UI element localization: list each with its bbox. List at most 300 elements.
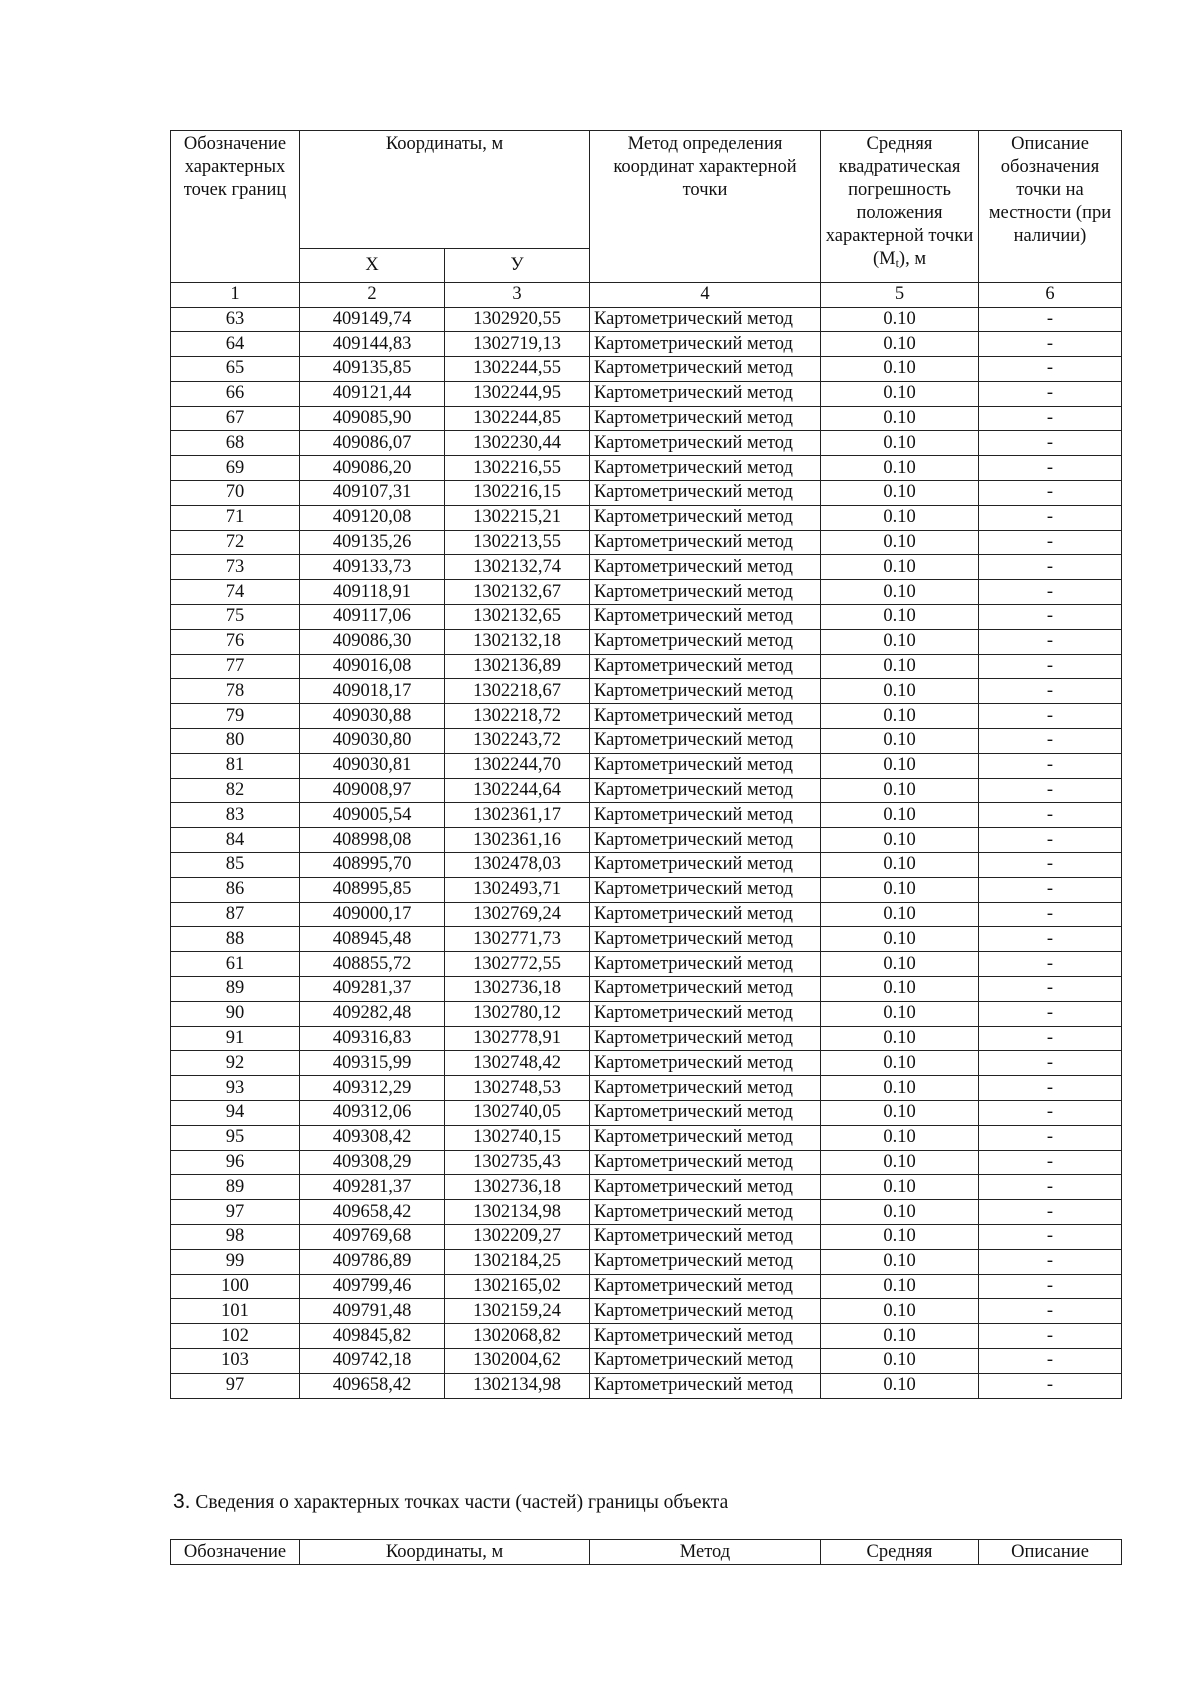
cell-x: 409316,83 <box>300 1026 445 1051</box>
cell-point-id: 94 <box>171 1101 300 1126</box>
cell-point-id: 75 <box>171 605 300 630</box>
cell-point-id: 100 <box>171 1274 300 1299</box>
column-number: 5 <box>821 283 979 308</box>
cell-mean-square-error: 0.10 <box>821 1249 979 1274</box>
cell-x: 408998,08 <box>300 828 445 853</box>
cell-description: - <box>979 803 1122 828</box>
header-coordinates: Координаты, м <box>300 1540 590 1565</box>
cell-description: - <box>979 381 1122 406</box>
cell-x: 409117,06 <box>300 605 445 630</box>
cell-description: - <box>979 307 1122 332</box>
cell-method: Картометрический метод <box>590 927 821 952</box>
cell-method: Картометрический метод <box>590 307 821 332</box>
cell-description: - <box>979 753 1122 778</box>
cell-y: 1302230,44 <box>445 431 590 456</box>
table-body <box>171 307 1122 1398</box>
cell-method: Картометрический метод <box>590 1175 821 1200</box>
cell-y: 1302771,73 <box>445 927 590 952</box>
cell-description: - <box>979 1051 1122 1076</box>
cell-y: 1302213,55 <box>445 530 590 555</box>
cell-y: 1302740,15 <box>445 1125 590 1150</box>
cell-point-id: 89 <box>171 1175 300 1200</box>
section-heading <box>173 1490 728 1514</box>
cell-y: 1302244,85 <box>445 406 590 431</box>
cell-description: - <box>979 1299 1122 1324</box>
cell-point-id: 97 <box>171 1200 300 1225</box>
cell-x: 409135,85 <box>300 357 445 382</box>
cell-mean-square-error: 0.10 <box>821 1051 979 1076</box>
cell-method: Картометрический метод <box>590 1026 821 1051</box>
cell-point-id: 92 <box>171 1051 300 1076</box>
cell-x: 409030,81 <box>300 753 445 778</box>
cell-y: 1302209,27 <box>445 1224 590 1249</box>
cell-method: Картометрический метод <box>590 431 821 456</box>
table-row <box>171 952 1122 977</box>
cell-point-id: 95 <box>171 1125 300 1150</box>
cell-mean-square-error: 0.10 <box>821 902 979 927</box>
column-number: 3 <box>445 283 590 308</box>
table-row <box>171 853 1122 878</box>
cell-y: 1302136,89 <box>445 654 590 679</box>
cell-y: 1302735,43 <box>445 1150 590 1175</box>
cell-y: 1302736,18 <box>445 977 590 1002</box>
cell-description: - <box>979 828 1122 853</box>
cell-method: Картометрический метод <box>590 1051 821 1076</box>
cell-point-id: 88 <box>171 927 300 952</box>
cell-mean-square-error: 0.10 <box>821 1101 979 1126</box>
cell-point-id: 79 <box>171 704 300 729</box>
cell-x: 409312,06 <box>300 1101 445 1126</box>
table-row <box>171 431 1122 456</box>
header-description: Описание обозначения точки на местности (при наличии) <box>979 131 1122 283</box>
cell-point-id: 101 <box>171 1299 300 1324</box>
cell-mean-square-error: 0.10 <box>821 530 979 555</box>
cell-description: - <box>979 704 1122 729</box>
table-row <box>171 1348 1122 1373</box>
cell-method: Картометрический метод <box>590 1249 821 1274</box>
header-x: X <box>300 249 445 283</box>
cell-description: - <box>979 555 1122 580</box>
cell-method: Картометрический метод <box>590 580 821 605</box>
table-row <box>171 778 1122 803</box>
cell-description: - <box>979 406 1122 431</box>
cell-x: 409281,37 <box>300 977 445 1002</box>
cell-method: Картометрический метод <box>590 629 821 654</box>
cell-method: Картометрический метод <box>590 679 821 704</box>
cell-method: Картометрический метод <box>590 406 821 431</box>
cell-mean-square-error: 0.10 <box>821 654 979 679</box>
cell-mean-square-error: 0.10 <box>821 828 979 853</box>
cell-x: 409769,68 <box>300 1224 445 1249</box>
table-row <box>171 1001 1122 1026</box>
cell-method: Картометрический метод <box>590 357 821 382</box>
cell-mean-square-error: 0.10 <box>821 381 979 406</box>
table-row <box>171 977 1122 1002</box>
cell-method: Картометрический метод <box>590 481 821 506</box>
cell-description: - <box>979 1373 1122 1398</box>
cell-description: - <box>979 357 1122 382</box>
cell-point-id: 74 <box>171 580 300 605</box>
table-row <box>171 580 1122 605</box>
cell-method: Картометрический метод <box>590 977 821 1002</box>
cell-description: - <box>979 679 1122 704</box>
cell-y: 1302780,12 <box>445 1001 590 1026</box>
cell-x: 409308,29 <box>300 1150 445 1175</box>
cell-description: - <box>979 1001 1122 1026</box>
cell-x: 408995,85 <box>300 877 445 902</box>
cell-point-id: 78 <box>171 679 300 704</box>
cell-method: Картометрический метод <box>590 1373 821 1398</box>
cell-mean-square-error: 0.10 <box>821 952 979 977</box>
table-row <box>171 1249 1122 1274</box>
cell-point-id: 68 <box>171 431 300 456</box>
cell-description: - <box>979 1224 1122 1249</box>
header-error-subscript: t <box>895 256 899 270</box>
cell-method: Картометрический метод <box>590 1348 821 1373</box>
cell-description: - <box>979 977 1122 1002</box>
cell-method: Картометрический метод <box>590 505 821 530</box>
cell-x: 409000,17 <box>300 902 445 927</box>
cell-method: Картометрический метод <box>590 1274 821 1299</box>
cell-mean-square-error: 0.10 <box>821 1299 979 1324</box>
cell-y: 1302068,82 <box>445 1324 590 1349</box>
table-row <box>171 381 1122 406</box>
table-row <box>171 530 1122 555</box>
section-number: 3. <box>173 1490 191 1513</box>
part-boundary-points-table <box>170 1539 1122 1565</box>
cell-mean-square-error: 0.10 <box>821 803 979 828</box>
cell-mean-square-error: 0.10 <box>821 1175 979 1200</box>
cell-method: Картометрический метод <box>590 902 821 927</box>
cell-point-id: 72 <box>171 530 300 555</box>
cell-mean-square-error: 0.10 <box>821 332 979 357</box>
cell-method: Картометрический метод <box>590 1324 821 1349</box>
cell-x: 409658,42 <box>300 1373 445 1398</box>
cell-x: 409315,99 <box>300 1051 445 1076</box>
cell-x: 409312,29 <box>300 1076 445 1101</box>
cell-y: 1302216,55 <box>445 456 590 481</box>
table-row <box>171 1150 1122 1175</box>
cell-x: 409085,90 <box>300 406 445 431</box>
cell-method: Картометрический метод <box>590 1299 821 1324</box>
header-mean-square-error: Средняя квадратическая погрешность положения характерной точки $(M_t)$, м <box>821 131 979 283</box>
cell-description: - <box>979 456 1122 481</box>
cell-point-id: 89 <box>171 977 300 1002</box>
table-row <box>171 1200 1122 1225</box>
cell-x: 409030,80 <box>300 729 445 754</box>
cell-point-id: 90 <box>171 1001 300 1026</box>
cell-description: - <box>979 629 1122 654</box>
cell-mean-square-error: 0.10 <box>821 679 979 704</box>
cell-mean-square-error: 0.10 <box>821 778 979 803</box>
table-row <box>171 307 1122 332</box>
cell-method: Картометрический метод <box>590 332 821 357</box>
cell-y: 1302493,71 <box>445 877 590 902</box>
table-row <box>171 654 1122 679</box>
header-description: Описание <box>979 1540 1122 1565</box>
cell-description: - <box>979 431 1122 456</box>
cell-method: Картометрический метод <box>590 828 821 853</box>
cell-point-id: 96 <box>171 1150 300 1175</box>
column-number: 6 <box>979 283 1122 308</box>
cell-x: 409018,17 <box>300 679 445 704</box>
cell-y: 1302184,25 <box>445 1249 590 1274</box>
table-row <box>171 679 1122 704</box>
cell-x: 408855,72 <box>300 952 445 977</box>
table-row <box>171 927 1122 952</box>
cell-x: 409120,08 <box>300 505 445 530</box>
cell-mean-square-error: 0.10 <box>821 1224 979 1249</box>
cell-y: 1302244,64 <box>445 778 590 803</box>
cell-point-id: 86 <box>171 877 300 902</box>
section-title: Сведения о характерных точках части (частей) границы объекта <box>195 1492 729 1513</box>
column-numbers-row <box>171 283 1122 308</box>
cell-x: 409786,89 <box>300 1249 445 1274</box>
cell-mean-square-error: 0.10 <box>821 1274 979 1299</box>
cell-mean-square-error: 0.10 <box>821 406 979 431</box>
cell-description: - <box>979 927 1122 952</box>
cell-x: 409030,88 <box>300 704 445 729</box>
cell-mean-square-error: 0.10 <box>821 977 979 1002</box>
cell-point-id: 67 <box>171 406 300 431</box>
cell-method: Картометрический метод <box>590 1150 821 1175</box>
table-row <box>171 1175 1122 1200</box>
cell-y: 1302215,21 <box>445 505 590 530</box>
cell-x: 409005,54 <box>300 803 445 828</box>
cell-description: - <box>979 1026 1122 1051</box>
cell-y: 1302748,42 <box>445 1051 590 1076</box>
cell-description: - <box>979 877 1122 902</box>
cell-y: 1302132,18 <box>445 629 590 654</box>
cell-y: 1302740,05 <box>445 1101 590 1126</box>
cell-description: - <box>979 1324 1122 1349</box>
table-row <box>171 1051 1122 1076</box>
cell-description: - <box>979 853 1122 878</box>
cell-point-id: 91 <box>171 1026 300 1051</box>
column-number: 1 <box>171 283 300 308</box>
cell-description: - <box>979 729 1122 754</box>
cell-y: 1302778,91 <box>445 1026 590 1051</box>
cell-y: 1302244,55 <box>445 357 590 382</box>
table-row <box>171 803 1122 828</box>
cell-method: Картометрический метод <box>590 729 821 754</box>
cell-point-id: 80 <box>171 729 300 754</box>
cell-mean-square-error: 0.10 <box>821 555 979 580</box>
cell-mean-square-error: 0.10 <box>821 927 979 952</box>
cell-y: 1302243,72 <box>445 729 590 754</box>
header-y: У <box>445 249 590 283</box>
header-method: Метод <box>590 1540 821 1565</box>
cell-method: Картометрический метод <box>590 1001 821 1026</box>
cell-x: 409149,74 <box>300 307 445 332</box>
cell-x: 409008,97 <box>300 778 445 803</box>
cell-description: - <box>979 1175 1122 1200</box>
cell-method: Картометрический метод <box>590 555 821 580</box>
cell-mean-square-error: 0.10 <box>821 1200 979 1225</box>
cell-method: Картометрический метод <box>590 456 821 481</box>
header-coordinates: Координаты, м <box>300 131 590 249</box>
column-number: 4 <box>590 283 821 308</box>
cell-method: Картометрический метод <box>590 1101 821 1126</box>
cell-mean-square-error: 0.10 <box>821 1373 979 1398</box>
table-row <box>171 605 1122 630</box>
cell-description: - <box>979 1348 1122 1373</box>
table-row <box>171 729 1122 754</box>
cell-point-id: 70 <box>171 481 300 506</box>
cell-x: 409016,08 <box>300 654 445 679</box>
cell-y: 1302748,53 <box>445 1076 590 1101</box>
cell-y: 1302736,18 <box>445 1175 590 1200</box>
cell-method: Картометрический метод <box>590 530 821 555</box>
cell-y: 1302361,16 <box>445 828 590 853</box>
cell-mean-square-error: 0.10 <box>821 1150 979 1175</box>
header-mean-square-error: Средняя <box>821 1540 979 1565</box>
table-row <box>171 629 1122 654</box>
cell-x: 408995,70 <box>300 853 445 878</box>
table-row <box>171 1026 1122 1051</box>
cell-point-id: 82 <box>171 778 300 803</box>
table-row <box>171 505 1122 530</box>
cell-x: 409121,44 <box>300 381 445 406</box>
table-row <box>171 406 1122 431</box>
cell-method: Картометрический метод <box>590 1200 821 1225</box>
cell-point-id: 85 <box>171 853 300 878</box>
cell-point-id: 81 <box>171 753 300 778</box>
table-row <box>171 1324 1122 1349</box>
cell-point-id: 63 <box>171 307 300 332</box>
cell-mean-square-error: 0.10 <box>821 431 979 456</box>
cell-point-id: 64 <box>171 332 300 357</box>
cell-mean-square-error: 0.10 <box>821 1076 979 1101</box>
cell-x: 409308,42 <box>300 1125 445 1150</box>
cell-point-id: 83 <box>171 803 300 828</box>
boundary-points-table <box>170 130 1122 1399</box>
cell-description: - <box>979 778 1122 803</box>
cell-mean-square-error: 0.10 <box>821 877 979 902</box>
table-row <box>171 1373 1122 1398</box>
table-row <box>171 753 1122 778</box>
cell-description: - <box>979 1125 1122 1150</box>
cell-mean-square-error: 0.10 <box>821 1348 979 1373</box>
cell-point-id: 61 <box>171 952 300 977</box>
table-row <box>171 555 1122 580</box>
table-row <box>171 332 1122 357</box>
cell-y: 1302134,98 <box>445 1200 590 1225</box>
cell-x: 409118,91 <box>300 580 445 605</box>
cell-x: 409086,20 <box>300 456 445 481</box>
cell-x: 409135,26 <box>300 530 445 555</box>
cell-point-id: 73 <box>171 555 300 580</box>
cell-mean-square-error: 0.10 <box>821 1125 979 1150</box>
cell-x: 409086,07 <box>300 431 445 456</box>
cell-method: Картометрический метод <box>590 1125 821 1150</box>
cell-mean-square-error: 0.10 <box>821 357 979 382</box>
cell-method: Картометрический метод <box>590 952 821 977</box>
cell-x: 409742,18 <box>300 1348 445 1373</box>
cell-point-id: 84 <box>171 828 300 853</box>
cell-y: 1302159,24 <box>445 1299 590 1324</box>
cell-x: 408945,48 <box>300 927 445 952</box>
table-row <box>171 1299 1122 1324</box>
column-number: 2 <box>300 283 445 308</box>
cell-description: - <box>979 505 1122 530</box>
cell-x: 409282,48 <box>300 1001 445 1026</box>
cell-description: - <box>979 605 1122 630</box>
cell-y: 1302244,70 <box>445 753 590 778</box>
cell-method: Картометрический метод <box>590 877 821 902</box>
table-row <box>171 1224 1122 1249</box>
table-row <box>171 877 1122 902</box>
cell-description: - <box>979 654 1122 679</box>
table-row <box>171 481 1122 506</box>
cell-point-id: 103 <box>171 1348 300 1373</box>
cell-method: Картометрический метод <box>590 853 821 878</box>
table-row <box>171 1125 1122 1150</box>
cell-x: 409281,37 <box>300 1175 445 1200</box>
cell-method: Картометрический метод <box>590 704 821 729</box>
cell-y: 1302218,72 <box>445 704 590 729</box>
cell-point-id: 102 <box>171 1324 300 1349</box>
cell-x: 409107,31 <box>300 481 445 506</box>
cell-mean-square-error: 0.10 <box>821 580 979 605</box>
cell-method: Картометрический метод <box>590 1076 821 1101</box>
cell-x: 409791,48 <box>300 1299 445 1324</box>
cell-y: 1302132,65 <box>445 605 590 630</box>
table-row <box>171 704 1122 729</box>
cell-method: Картометрический метод <box>590 1224 821 1249</box>
cell-x: 409799,46 <box>300 1274 445 1299</box>
cell-x: 409144,83 <box>300 332 445 357</box>
cell-y: 1302772,55 <box>445 952 590 977</box>
table-row <box>171 902 1122 927</box>
table-row <box>171 828 1122 853</box>
cell-y: 1302361,17 <box>445 803 590 828</box>
cell-x: 409845,82 <box>300 1324 445 1349</box>
table-row <box>171 456 1122 481</box>
cell-y: 1302132,67 <box>445 580 590 605</box>
cell-method: Картометрический метод <box>590 753 821 778</box>
cell-description: - <box>979 1076 1122 1101</box>
cell-method: Картометрический метод <box>590 778 821 803</box>
table-row <box>171 357 1122 382</box>
cell-point-id: 77 <box>171 654 300 679</box>
cell-description: - <box>979 1200 1122 1225</box>
cell-mean-square-error: 0.10 <box>821 605 979 630</box>
cell-point-id: 66 <box>171 381 300 406</box>
cell-point-id: 69 <box>171 456 300 481</box>
cell-point-id: 97 <box>171 1373 300 1398</box>
cell-description: - <box>979 1249 1122 1274</box>
cell-method: Картометрический метод <box>590 803 821 828</box>
cell-mean-square-error: 0.10 <box>821 729 979 754</box>
header-point-designation: Обозначение характерных точек границ <box>171 131 300 283</box>
table-row <box>171 1274 1122 1299</box>
cell-point-id: 99 <box>171 1249 300 1274</box>
cell-description: - <box>979 481 1122 506</box>
cell-x: 409086,30 <box>300 629 445 654</box>
cell-method: Картометрический метод <box>590 654 821 679</box>
cell-description: - <box>979 1274 1122 1299</box>
cell-point-id: 71 <box>171 505 300 530</box>
cell-description: - <box>979 332 1122 357</box>
header-method: Метод определения координат характерной точки <box>590 131 821 283</box>
cell-point-id: 76 <box>171 629 300 654</box>
cell-mean-square-error: 0.10 <box>821 1001 979 1026</box>
cell-y: 1302719,13 <box>445 332 590 357</box>
cell-mean-square-error: 0.10 <box>821 456 979 481</box>
cell-description: - <box>979 580 1122 605</box>
cell-mean-square-error: 0.10 <box>821 853 979 878</box>
